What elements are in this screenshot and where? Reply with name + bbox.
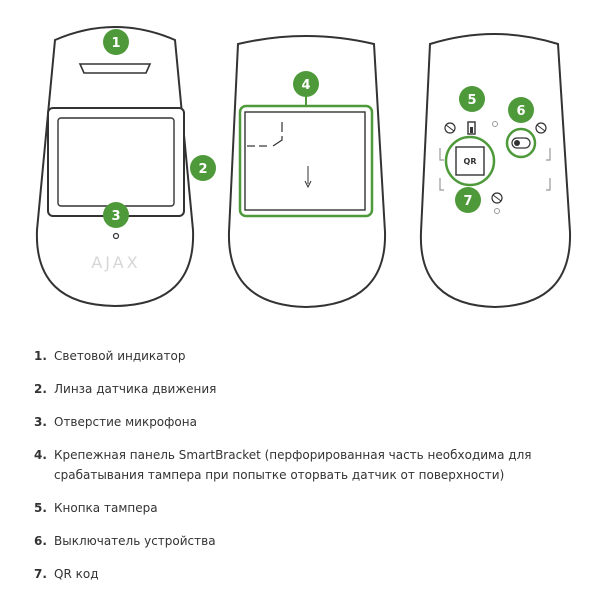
screw-icon <box>445 123 455 133</box>
legend-number: 5. <box>34 501 47 515</box>
legend-text: Световой индикатор <box>54 349 186 363</box>
legend-item <box>34 498 574 518</box>
legend-number: 4. <box>34 448 47 462</box>
legend-text: QR код <box>54 567 99 581</box>
legend-text: Отверстие микрофона <box>54 415 197 429</box>
legend-item <box>34 412 574 432</box>
svg-text:4: 4 <box>301 78 311 93</box>
microphone-hole <box>114 234 119 239</box>
legend-list <box>34 346 574 597</box>
legend-number: 1. <box>34 349 47 363</box>
callout-4 <box>293 71 319 97</box>
screw-icon <box>492 193 502 203</box>
qr-label: QR <box>463 157 477 166</box>
legend-item <box>34 346 574 366</box>
legend-text: Линза датчика движения <box>54 382 217 396</box>
callout-2 <box>190 155 216 181</box>
callout-5 <box>459 86 485 112</box>
legend-item <box>34 564 574 584</box>
svg-text:2: 2 <box>198 162 208 177</box>
svg-text:3: 3 <box>111 209 121 224</box>
callout-7 <box>455 187 481 213</box>
screw-icon <box>536 123 546 133</box>
svg-text:6: 6 <box>516 104 526 119</box>
legend-number: 6. <box>34 534 47 548</box>
back-body <box>421 34 570 307</box>
legend-text: Кнопка тампера <box>54 501 158 515</box>
front-led-indicator <box>80 64 150 73</box>
svg-text:1: 1 <box>111 36 121 51</box>
bracket-inner-panel <box>245 112 365 210</box>
legend-text: Крепежная панель SmartBracket (перфорированная часть необходима для срабатывания тампера при попытке оторвать датчик от поверхности) <box>54 448 532 482</box>
callout-1 <box>103 29 129 55</box>
legend-text: Выключатель устройства <box>54 534 216 548</box>
motion-lens <box>58 118 174 206</box>
front-view <box>37 27 193 306</box>
tamper-button-core <box>470 127 473 133</box>
legend-number: 7. <box>34 567 47 581</box>
legend-number: 3. <box>34 415 47 429</box>
legend-number: 2. <box>34 382 47 396</box>
power-switch-knob <box>514 140 520 146</box>
callout-3 <box>103 202 129 228</box>
legend-item <box>34 531 574 551</box>
svg-text:5: 5 <box>467 93 477 108</box>
callout-6 <box>508 97 534 123</box>
svg-text:7: 7 <box>463 194 473 209</box>
back-view <box>421 34 570 307</box>
legend-item <box>34 445 574 485</box>
legend-item <box>34 379 574 399</box>
brand-logo: AJAX <box>91 253 141 272</box>
